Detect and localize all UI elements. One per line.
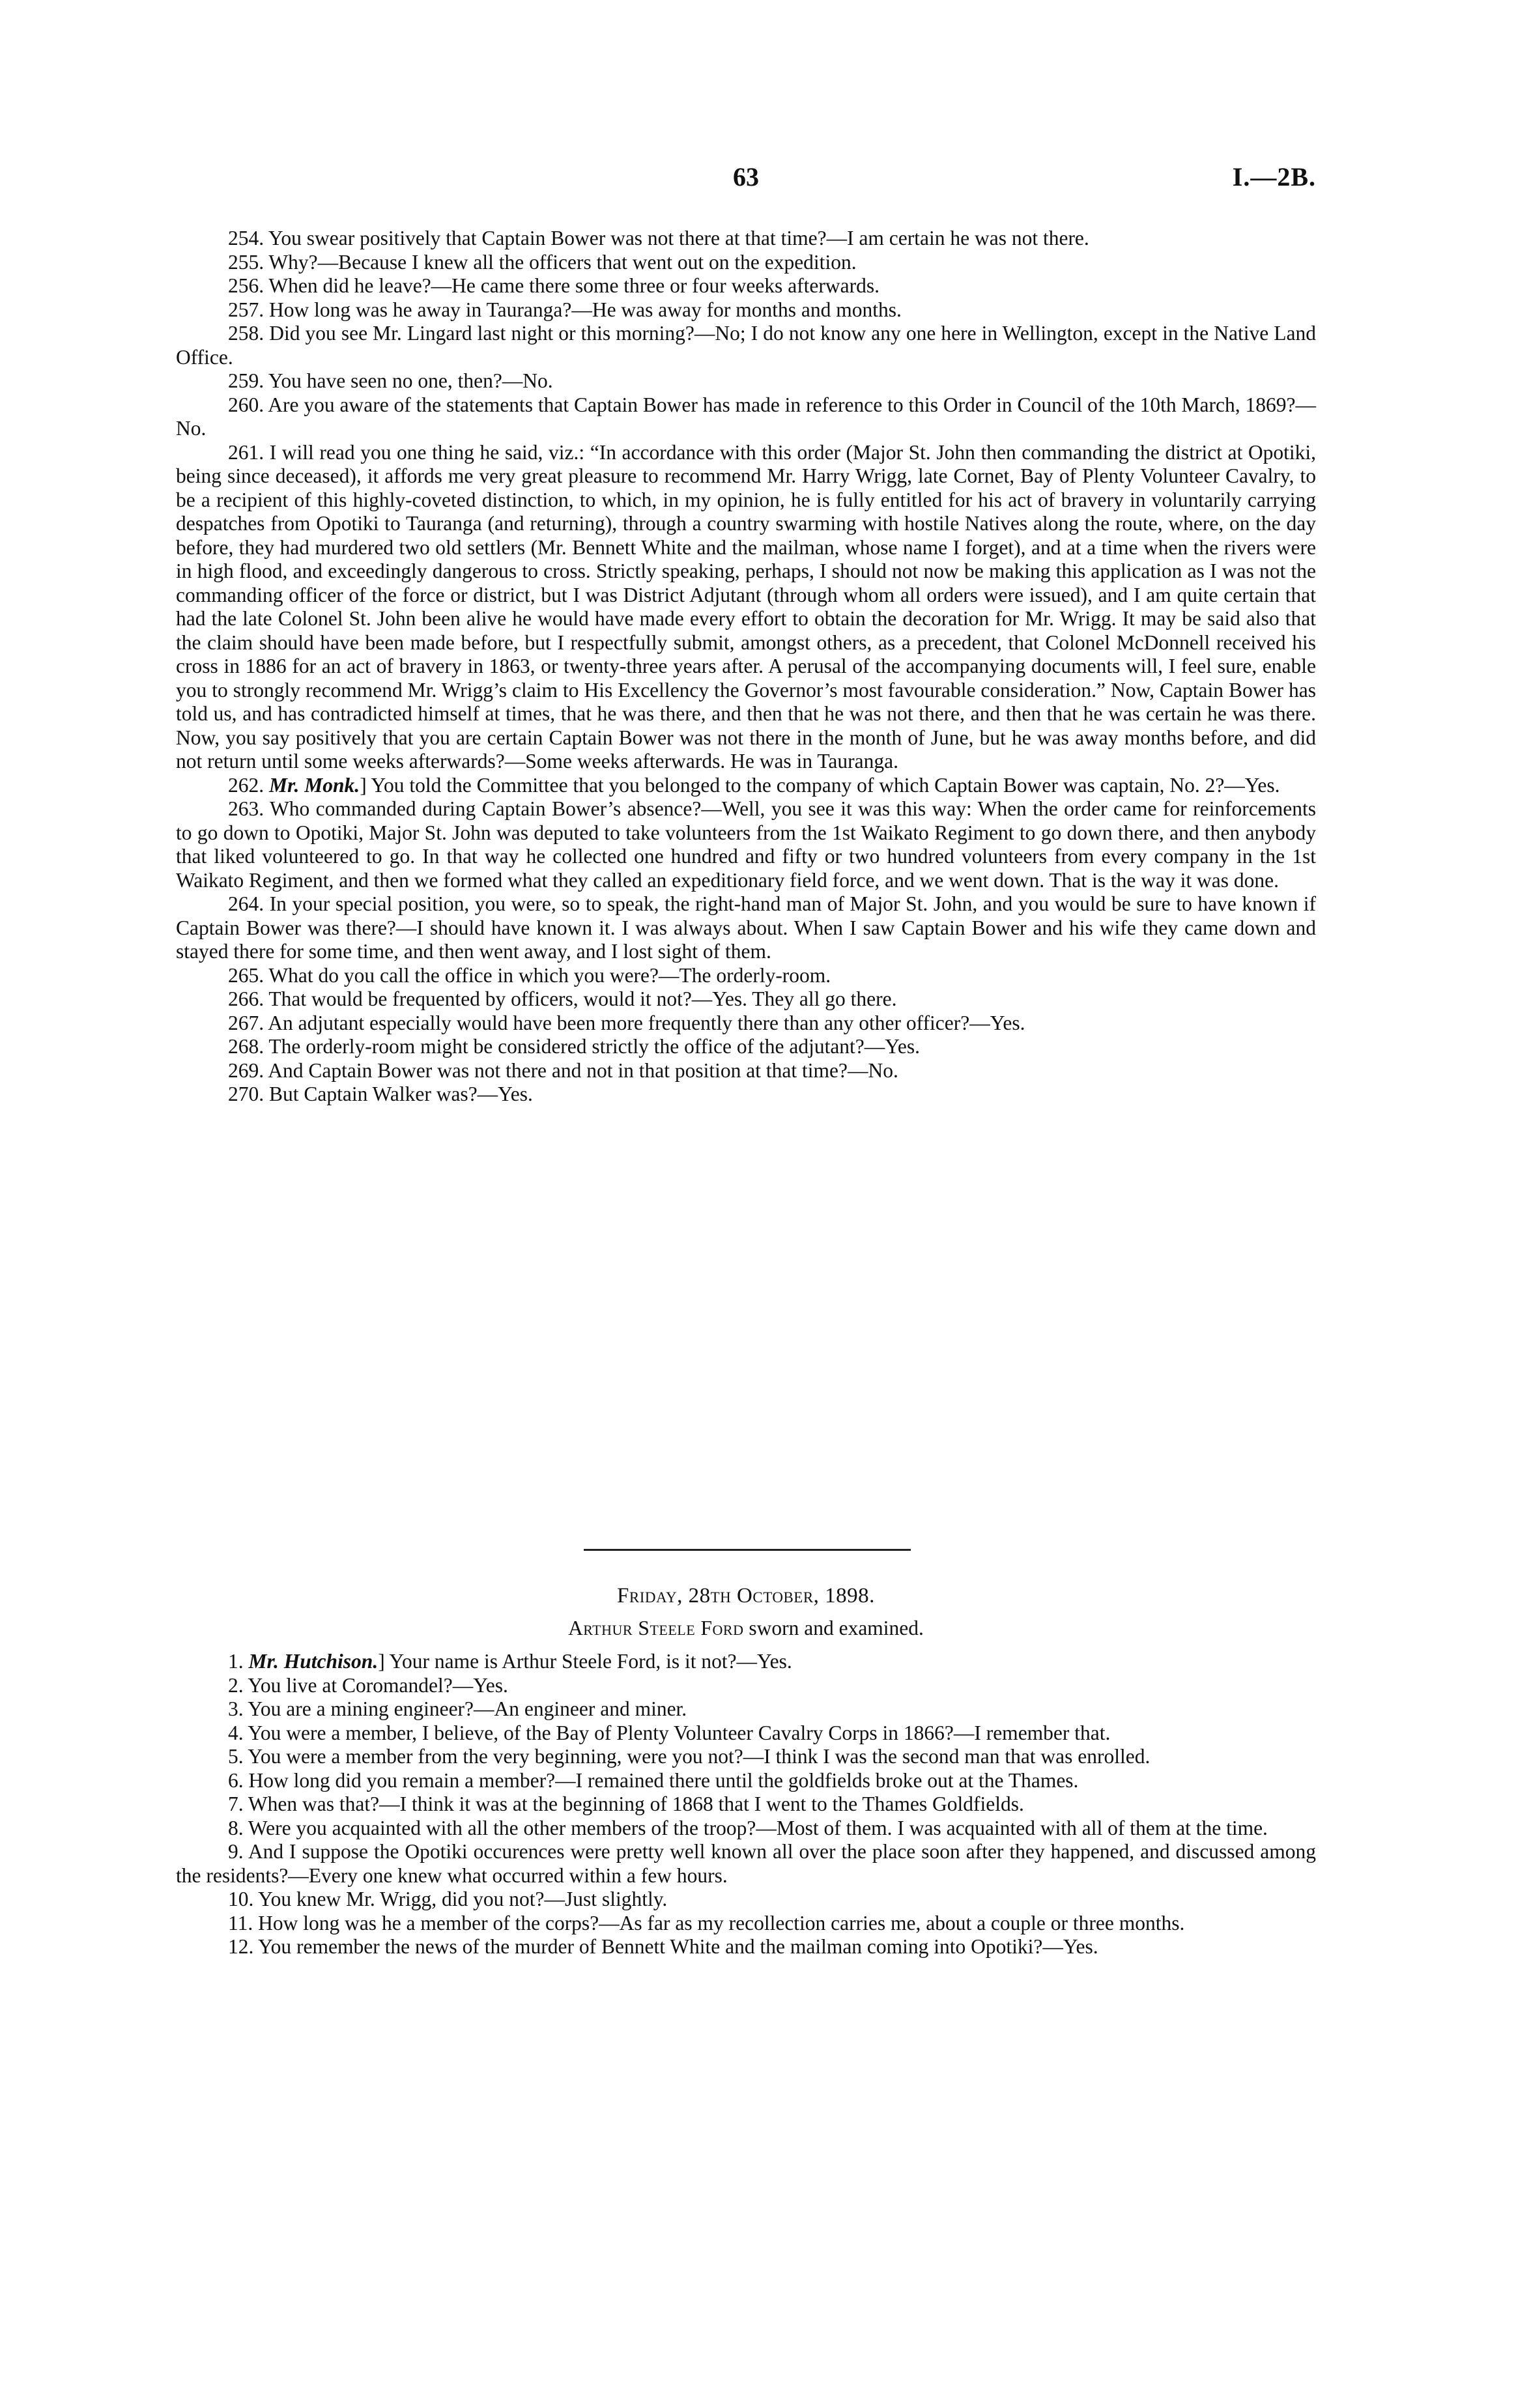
testimony-paragraph [176,251,1316,275]
testimony-paragraph [176,1035,1316,1059]
paragraph-text: 5. You were a member from the very beginning, were you not?—I think I was the second man that was enrolled. [228,1745,1151,1768]
paragraph-text: 270. But Captain Walker was?—Yes. [228,1083,533,1105]
speaker-name: Mr. Monk. [269,773,360,797]
testimony-paragraph [176,1792,1316,1817]
paragraph-text: 265. What do you call the office in which you were?—The orderly-room. [228,963,831,987]
paragraph-text: 264. In your special position, you were, so to speak, the right-hand man of Major St. John, and you would be sure to have known if Captain Bower was there?—I should have known it. I was always about. When I saw Captain Bower and his wife they came down and stayed there for some time, and then went away, and I lost sight of them. [176,892,1316,963]
paragraph-text: 258. Did you see Mr. Lingard last night or this morning?—No; I do not know any one here in Wellington, except in the Native Land Office. [176,322,1316,369]
witness-line [176,1617,1316,1640]
testimony-paragraph [176,1840,1316,1888]
paragraph-text: 269. And Captain Bower was not there and not in that position at that time?—No. [228,1058,898,1082]
question-number: 262. [228,773,269,797]
speaker-name: Mr. Hutchison. [248,1650,379,1673]
testimony-paragraph [176,987,1316,1012]
paragraph-text: 257. How long was he away in Tauranga?—He was away for months and months. [228,298,902,321]
page-header [176,162,1316,201]
testimony-paragraph [176,1721,1316,1746]
testimony-paragraph [176,227,1316,251]
paragraph-text: ] Your name is Arthur Steele Ford, is it not?—Yes. [378,1650,792,1673]
session-date: Friday, 28th October, 1898. [617,1584,875,1608]
testimony-paragraph [176,1745,1316,1769]
testimony-section-two [176,1650,1316,1959]
testimony-paragraph [176,298,1316,322]
testimony-paragraph [176,774,1316,798]
witness-suffix: sworn and examined. [743,1617,924,1639]
testimony-paragraph [176,1888,1316,1912]
testimony-paragraph [176,964,1316,988]
question-number: 1. [228,1650,249,1673]
paragraph-text: 7. When was that?—I think it was at the beginning of 1868 that I went to the Thames Goldfields. [228,1792,1024,1815]
paragraph-text: 254. You swear positively that Captain Bower was not there at that time?—I am certain he was not there. [228,227,1089,249]
paragraph-text: 266. That would be frequented by officers, would it not?—Yes. They all go there. [228,987,897,1010]
paragraph-text: 263. Who commanded during Captain Bower’s absence?—Well, you see it was this way: When the order came for reinforcements to go down to Opotiki, Major St. John was deputed to take volunteers from the 1st Waikato Regiment to go down there, and then anybody that liked volunteered to go. In that way he collected one hundred and fifty or two hundred volunteers from every company in the 1st Waikato Regiment, and then we formed what they called an expeditionary field force, and we went down. That is the way it was done. [176,797,1316,892]
paragraph-text: 4. You were a member, I believe, of the Bay of Plenty Volunteer Cavalry Corps in 1866?—I remember that. [228,1721,1111,1744]
paragraph-text: 267. An adjutant especially would have been more frequently there than any other officer?—Yes. [228,1011,1025,1034]
testimony-paragraph [176,1083,1316,1107]
testimony-paragraph [176,892,1316,964]
paragraph-text: 261. I will read you one thing he said, viz.: “In accordance with this order (Major St. John then commanding the district at Opotiki, being since deceased), it affords me very great pleasure to recommend Mr. Harry Wrigg, late Cornet, Bay of Plenty Volunteer Cavalry, to be a recipient of this highly-coveted distinction, to which, in my opinion, he is fully entitled for his act of bravery in voluntarily carrying despatches from Opotiki to Tauranga (and returning), through a country swarming with hostile Natives along the route, where, on the day before, they had murdered two old settlers (Mr. Bennett White and the mailman, whose name I forget), and at a time when the rivers were in high flood, and exceedingly dangerous to cross. Strictly speaking, perhaps, I should not now be making this application as I was not the commanding officer of the force or district, but I was District Adjutant (through whom all orders were issued), and I am quite certain that had the late Colonel St. John been alive he would have made every effort to obtain the decoration for Mr. Wrigg. It may be said also that the claim should have been made before, but I respectfully submit, amongst others, as a precedent, that Colonel McDonnell received his cross in 1886 for an act of bravery in 1863, or twenty-three years after. A perusal of the accompanying documents will, I feel sure, enable you to strongly recommend Mr. Wrigg’s claim to His Excellency the Governor’s most favourable consideration.” Now, Captain Bower has told us, and has contradicted himself at times, that he was there, and then that he was not there, and then that he was certain he was there. Now, you say positively that you are certain Captain Bower was not there in the month of June, but he was away months before, and did not return until some weeks afterwards?—Some weeks afterwards. He was in Tauranga. [176,440,1316,772]
testimony-paragraph [176,1935,1316,1959]
testimony-paragraph [176,1697,1316,1721]
testimony-section-one [176,227,1316,1107]
paragraph-text: 8. Were you acquainted with all the other members of the troop?—Most of them. I was acquainted with all of them at the time. [228,1816,1268,1839]
paragraph-text: 12. You remember the news of the murder of Bennett White and the mailman coming into Opotiki?—Yes. [228,1935,1098,1958]
testimony-paragraph [176,1769,1316,1793]
paragraph-text: 3. You are a mining engineer?—An engineer and miner. [228,1697,687,1720]
paragraph-text: 255. Why?—Because I knew all the officers that went out on the expedition. [228,250,857,274]
testimony-paragraph [176,322,1316,369]
testimony-paragraph [176,393,1316,441]
testimony-paragraph [176,1817,1316,1841]
paragraph-text: 2. You live at Coromandel?—Yes. [228,1673,508,1697]
page-number: 63 [733,162,759,191]
testimony-paragraph [176,369,1316,393]
paragraph-text: 259. You have seen no one, then?—No. [228,369,553,392]
testimony-paragraph [176,797,1316,892]
testimony-paragraph [176,441,1316,774]
paragraph-text: 6. How long did you remain a member?—I remained there until the goldfields broke out at the Thames. [228,1768,1079,1792]
paragraph-text: ] You told the Committee that you belonged to the company of which Captain Bower was captain, No. 2?—Yes. [360,773,1280,797]
testimony-paragraph [176,1012,1316,1036]
section-divider [584,1549,911,1551]
paragraph-text: 268. The orderly-room might be considered strictly the office of the adjutant?—Yes. [228,1035,921,1058]
testimony-paragraph [176,1650,1316,1674]
testimony-paragraph [176,1912,1316,1936]
testimony-paragraph [176,1059,1316,1083]
paragraph-text: 256. When did he leave?—He came there some three or four weeks afterwards. [228,274,880,297]
paper-reference: I.—2B. [1232,162,1316,191]
paragraph-text: 260. Are you aware of the statements that Captain Bower has made in reference to this Order in Council of the 10th March, 1869?—No. [176,393,1316,440]
witness-name: Arthur Steele Ford [568,1617,744,1639]
paragraph-text: 11. How long was he a member of the corps?—As far as my recollection carries me, about a couple or three months. [228,1911,1185,1934]
paragraph-text: 9. And I suppose the Opotiki occurences were pretty well known all over the place soon after they happened, and discussed among the residents?—Every one knew what occurred within a few hours. [176,1840,1316,1887]
testimony-paragraph [176,274,1316,298]
testimony-paragraph [176,1674,1316,1698]
paragraph-text: 10. You knew Mr. Wrigg, did you not?—Just slightly. [228,1888,668,1910]
